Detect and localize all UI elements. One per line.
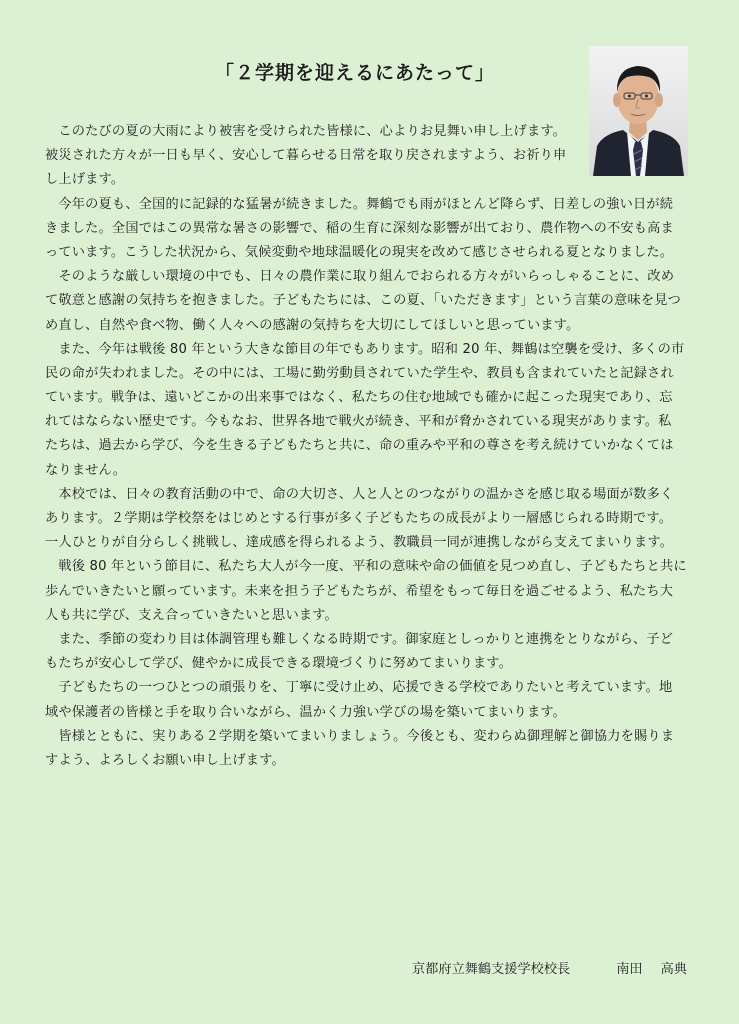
body-line: あります。２学期は学校祭をはじめとする行事が多く子どもたちの成長がより一層感じられる時期です。 — [45, 511, 673, 526]
body-line: 子どもたちの一つひとつの頑張りを、丁寧に受け止め、応援できる学校でありたいと考えています。地 — [45, 680, 673, 696]
body-line: なりません。 — [45, 462, 127, 478]
body-line: 域や保護者の皆様と手を取り合いながら、温かく力強い学びの場を築いてまいります。 — [45, 704, 567, 720]
body-line: また、季節の変わり目は体調管理も難しくなる時期です。御家庭としっかりと連携をとりながら、子ど — [45, 631, 674, 647]
body-line: もたちが安心して学び、健やかに成長できる環境づくりに努めてまいります。 — [45, 656, 512, 672]
body-line: し上げます。 — [45, 172, 125, 188]
page-title: 「２学期を迎えるにあたって」 — [215, 62, 496, 84]
body-line: きました。全国ではこの異常な暑さの影響で、稲の生育に深刻な影響が出ており、農作物への不安も高ま — [45, 220, 674, 236]
principal-surname: 南田 — [616, 962, 643, 977]
body-line: 民の命が失われました。その中には、工場に勤労動員されていた学生や、教員も含まれていたと記録され — [45, 365, 674, 381]
body-line: ています。戦争は、遠いどこかの出来事ではなく、私たちの住む地域でも確かに起こった現実であり、忘 — [45, 390, 673, 406]
body-line: 一人ひとりが自分らしく挑戦し、達成感を得られるよう、教職員一同が連携しながら支えてまいります。 — [45, 535, 674, 551]
body-line: 戦後 80 年という節目に、私たち大人が今一度、平和の意味や命の価値を見つめ直し、子どもたちと共に — [45, 559, 687, 575]
body-line: 歩んでいきたいと願っています。未来を担う子どもたちが、希望をもって毎日を過ごせるよう、私たち大 — [45, 583, 674, 599]
body-line: たちは、過去から学び、今を生きる子どもたちと共に、命の重みや平和の尊さを考え続けていかなくては — [45, 438, 674, 454]
message-body — [45, 120, 695, 773]
school-principal-title: 京都府立舞鶴支援学校校長 — [412, 962, 571, 977]
body-line: 皆様とともに、実りある２学期を築いてまいりましょう。今後とも、変わらぬ御理解と御協力を賜りま — [45, 728, 675, 744]
body-line: 今年の夏も、全国的に記録的な猛暑が続きました。舞鶴でも雨がほとんど降らず、日差しの強い日が続 — [45, 196, 674, 212]
body-line: て敬意と感謝の気持ちを抱きました。子どもたちには、この夏、「いただきます」という言葉の意味を見つ — [45, 293, 681, 309]
principal-given-name: 高典 — [660, 962, 687, 977]
body-line: 本校では、日々の教育活動の中で、命の大切さ、人と人とのつながりの温かさを感じ取る場面が数多く — [45, 486, 674, 502]
body-line: め直し、自然や食べ物、働く人々への感謝の気持ちを大切にしてほしいと思っています。 — [45, 317, 580, 333]
body-line: そのような厳しい環境の中でも、日々の農作業に取り組んでおられる方々がいらっしゃることに、改め — [45, 269, 675, 285]
body-line: また、今年は戦後 80 年という大きな節目の年でもあります。昭和 20 年、舞鶴は空襲を受け、多くの市 — [45, 341, 685, 357]
body-line: このたびの夏の大雨により被害を受けられた皆様に、心よりお見舞い申し上げます。 — [45, 124, 567, 139]
signature — [412, 958, 687, 977]
body-line: っています。こうした状況から、気候変動や地球温暖化の現実を改めて感じさせられる夏となりました。 — [45, 244, 674, 260]
body-line: 被災された方々が一日も早く、安心して暮らせる日常を取り戻されますよう、お祈り申 — [45, 148, 567, 164]
body-line: すよう、よろしくお願い申し上げます。 — [45, 752, 285, 768]
body-line: 人も共に学び、支え合っていきたいと思います。 — [45, 607, 338, 623]
body-line: れてはならない歴史です。今もなお、世界各地で戦火が続き、平和が脅かされている現実があります。私 — [45, 414, 672, 430]
